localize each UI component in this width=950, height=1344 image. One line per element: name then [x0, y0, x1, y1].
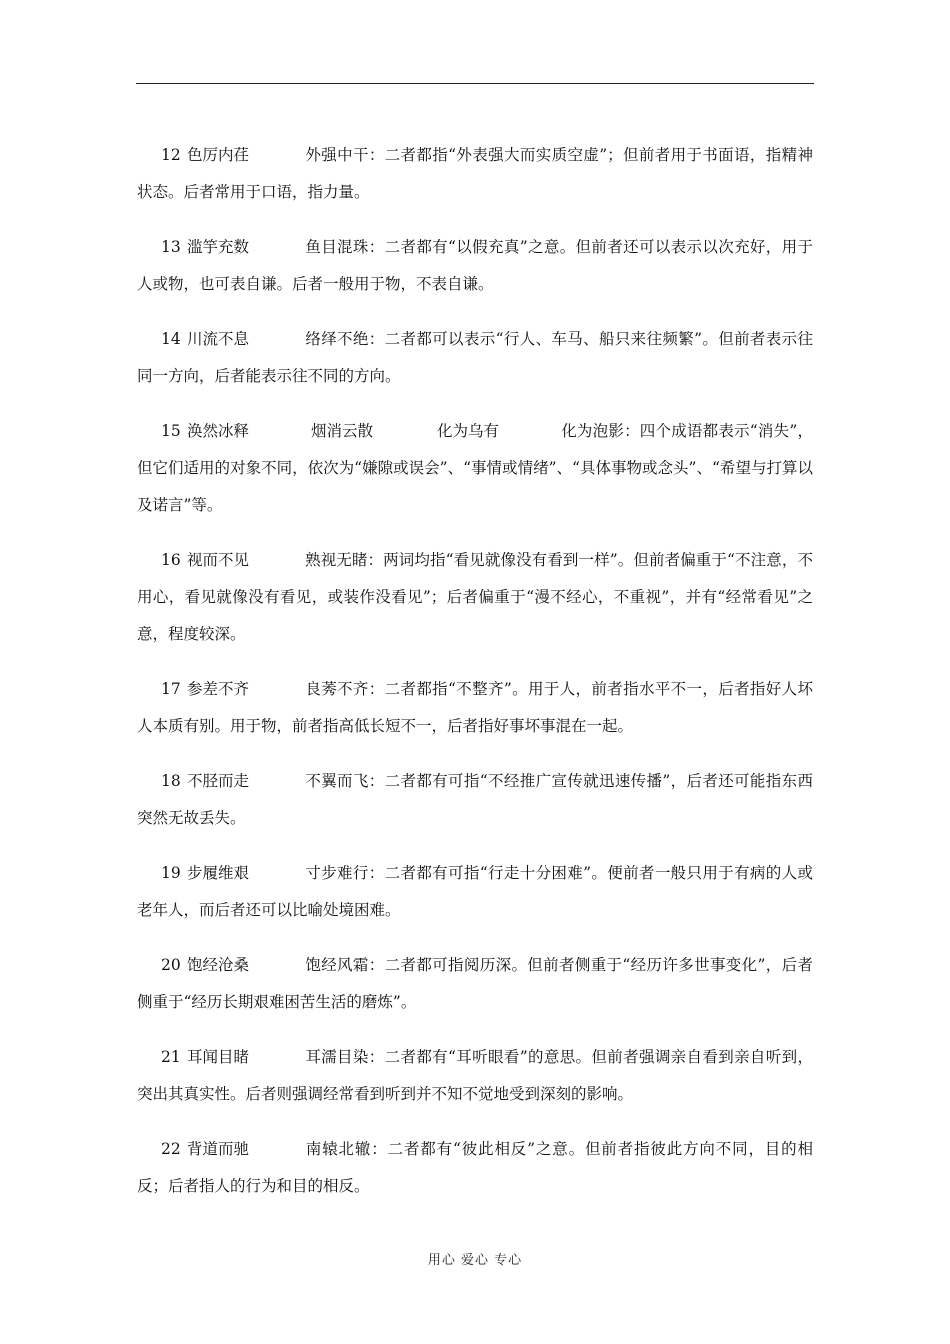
idiom-explanation: 外强中干：二者都指“外表强大而实质空虚”；但前者用于书面语，指精神状态。后者常用于口语，指力量。: [137, 145, 813, 201]
idiom-explanation: 寸步难行：二者都有可指“行走十分困难”。便前者一般只用于有病的人或老年人，而后者还可以比喻处境困难。: [137, 863, 813, 919]
idiom-explanation: 耳濡目染：二者都有“耳听眼看”的意思。但前者强调亲自看到亲自听到，突出其真实性。后者则强调经常看到听到并不知不觉地受到深刻的影响。: [137, 1047, 813, 1103]
list-item: [137, 855, 813, 929]
page-footer: 用心 爱心 专心: [427, 1253, 523, 1268]
idiom-term: 饱经沧桑: [187, 955, 250, 974]
idiom-explanation: 络绎不绝：二者都可以表示“行人、车马、船只来往频繁”。但前者表示往同一方向，后者能表示往不同的方向。: [137, 329, 813, 385]
list-item: [137, 763, 813, 837]
idiom-term-2: 烟消云散: [311, 421, 374, 440]
entry-number: 20: [161, 955, 181, 974]
entry-number: 12: [161, 145, 181, 164]
idiom-explanation: 饱经风霜：二者都可指阅历深。但前者侧重于“经历许多世事变化”，后者侧重于“经历长期艰难困苦生活的磨炼”。: [137, 955, 813, 1011]
list-item: [137, 1039, 813, 1113]
idiom-term: 参差不齐: [187, 679, 250, 698]
idiom-term: 涣然冰释: [187, 421, 250, 440]
idiom-term: 背道而驰: [187, 1139, 250, 1158]
idiom-term: 不胫而走: [187, 771, 250, 790]
entry-number: 18: [161, 771, 181, 790]
list-item: [137, 542, 813, 653]
idiom-explanation: 熟视无睹：两词均指“看见就像没有看到一样”。但前者偏重于“不注意，不用心，看见就像没有看见，或装作没看见”；后者偏重于“漫不经心，不重视”，并有“经常看见”之意，程度较深。: [137, 550, 813, 643]
idiom-term: 色厉内荏: [187, 145, 250, 164]
entry-number: 13: [161, 237, 181, 256]
list-item: [137, 413, 813, 524]
idiom-term: 步履维艰: [187, 863, 250, 882]
idiom-term-3: 化为乌有: [437, 421, 500, 440]
list-item: [137, 1131, 813, 1205]
entry-list: [137, 121, 813, 1223]
list-item: [137, 321, 813, 395]
entry-number: 21: [161, 1047, 181, 1066]
list-item: [137, 229, 813, 303]
list-item: [137, 137, 813, 211]
idiom-explanation: 南辕北辙：二者都有“彼此相反”之意。但前者指彼此方向不同，目的相反；后者指人的行为和目的相反。: [137, 1139, 813, 1195]
idiom-explanation: 鱼目混珠：二者都有“以假充真”之意。但前者还可以表示以次充好，用于人或物，也可表自谦。后者一般用于物，不表自谦。: [137, 237, 813, 293]
idiom-explanation: 不翼而飞：二者都有可指“不经推广宣传就迅速传播”，后者还可能指东西突然无故丢失。: [137, 771, 813, 827]
entry-number: 22: [161, 1139, 181, 1158]
idiom-explanation: 良莠不齐：二者都指“不整齐”。用于人，前者指水平不一，后者指好人坏人本质有别。用于物，前者指高低长短不一，后者指好事坏事混在一起。: [137, 679, 813, 735]
entry-number: 16: [161, 550, 181, 569]
idiom-term: 滥竽充数: [187, 237, 250, 256]
list-item: [137, 671, 813, 745]
entry-number: 19: [161, 863, 181, 882]
entry-number: 14: [161, 329, 181, 348]
idiom-explanation: 化为泡影：四个成语都表示“消失”，但它们适用的对象不同，依次为“嫌隙或误会”、“事情或情绪”、“具体事物或念头”、“希望与打算以及诺言”等。: [137, 421, 813, 514]
idiom-term: 视而不见: [187, 550, 250, 569]
idiom-term: 川流不息: [187, 329, 250, 348]
idiom-term: 耳闻目睹: [187, 1047, 250, 1066]
header-rule: [136, 83, 814, 84]
entry-number: 17: [161, 679, 181, 698]
entry-number: 15: [161, 421, 181, 440]
list-item: [137, 947, 813, 1021]
